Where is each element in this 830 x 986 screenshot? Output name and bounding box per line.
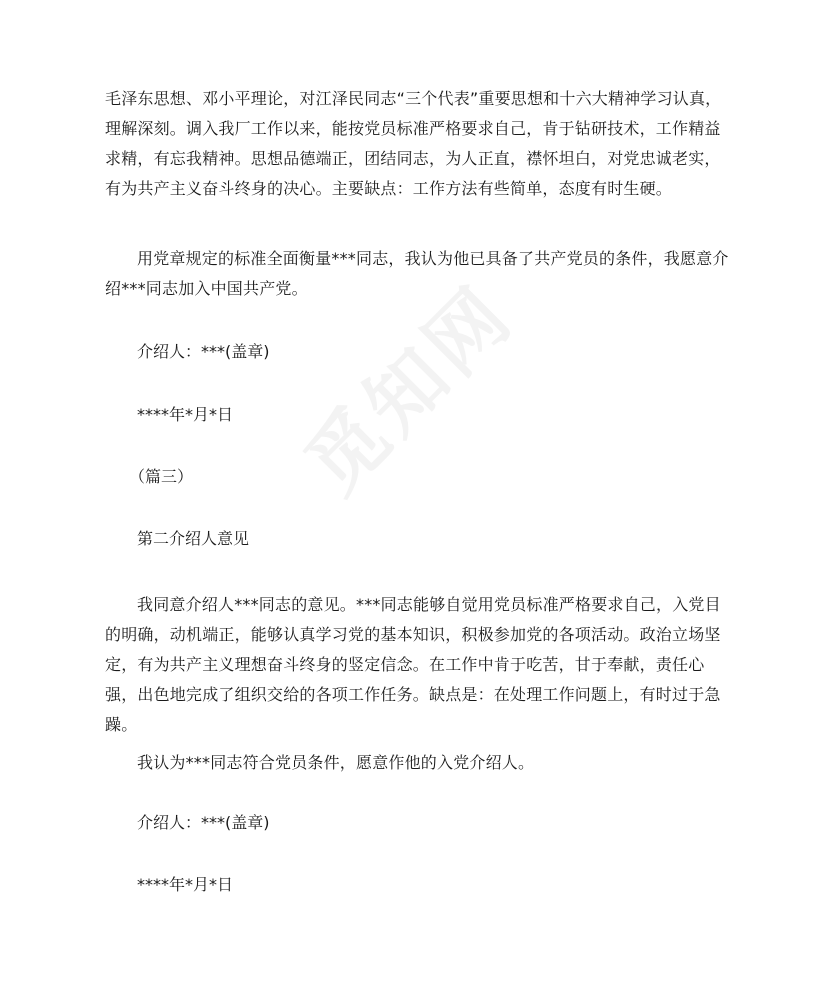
paragraph-second-opinion: 我同意介绍人***同志的意见。***同志能够自觉用党员标准严格要求自己，入党目的明确，动机端正，能够认真学习党的基本知识，积极参加党的各项活动。政治立场坚定，有为共产主义理想奋斗终身的竖定信念。在工作中肯于吃苦，甘于奉献，责任心强，出色地完成了组织交给的各项工作任务。缺点是：在处理工作问题上，有时过于急躁。 [105,595,721,734]
paragraph-evaluation: 毛泽东思想、邓小平理论，对江泽民同志“三个代表”重要思想和十六大精神学习认真，理解深刻。调入我厂工作以来，能按党员标准严格要求自己，肯于钻研技术，工作精益求精，有忘我精神。思想品德端正，团结同志，为人正直，襟怀坦白，对党忠诚老实，有为共产主义奋斗终身的决心。主要缺点：工作方法有些简单，态度有时生硬。 [105,89,722,198]
paragraph-recommendation: 用党章规定的标准全面衡量***同志，我认为他已具备了共产党员的条件，我愿意介绍***同志加入中国共产党。 [105,249,729,298]
signature-date-2: ****年*月*日 [137,875,234,894]
signature-date-1: ****年*月*日 [137,405,234,424]
watermark: 觅知网 [289,269,531,511]
paragraph-agreement: 我认为***同志符合党员条件，愿意作他的入党介绍人。 [137,753,535,772]
introducer-signature-1: 介绍人：***(盖章) [137,342,270,361]
section-title: 第二介绍人意见 [137,529,250,548]
section-label: （篇三） [129,467,194,486]
introducer-signature-2: 介绍人：***(盖章) [137,813,270,832]
